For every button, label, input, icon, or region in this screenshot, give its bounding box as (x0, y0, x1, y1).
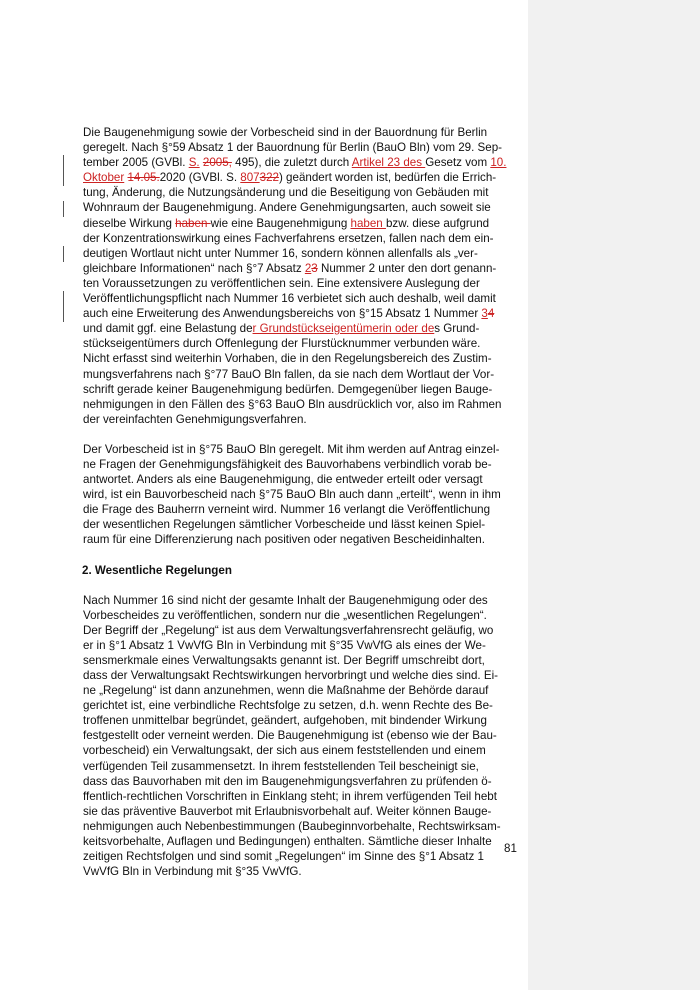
paragraph-regelungen (83, 593, 520, 880)
text-line (83, 155, 520, 170)
tracked-insertion: r Grundstückseigentümerin oder de (252, 322, 435, 336)
text-line: der wesentlichen Regelungen sämtlicher Vorbescheide und lässt keinen Spiel- (83, 518, 486, 532)
text-run: ) geändert worden ist, bedürfen die Errich- (278, 171, 497, 185)
tracked-deletion: 4 (487, 307, 495, 321)
text-line: er in §°1 Absatz 1 VwVfG Bln in Verbindung mit §°35 VwVfG als eines der We- (83, 638, 486, 652)
text-run: der vereinfachten Genehmigungsverfahren. (83, 412, 307, 426)
text-line: keitsvorbehalte, Auflagen und Bedingungen) enthalten. Sämtliche dieser Inhalte (83, 835, 492, 849)
text-line: nehmigungen auch Nebenbestimmungen (Baubeginnvorbehalte, Rechtswirksam- (83, 819, 501, 833)
text-line (83, 125, 520, 140)
text-line (83, 397, 520, 412)
text-line: antwortet. Anders als eine Baugenehmigung, die entweder erteilt oder versagt (83, 473, 483, 487)
text-line: troffenen unmittelbar begründet, geändert, aufgehoben, mit bindender Wirkung (83, 714, 487, 728)
text-line: Der Vorbescheid ist in §°75 BauO Bln geregelt. Mit ihm werden auf Antrag einzel- (83, 442, 500, 456)
text-line (83, 261, 520, 276)
text-run: wie eine Baugenehmigung (210, 216, 351, 230)
text-run: Die Baugenehmigung sowie der Vorbescheid sind in der Bauordnung für Berlin (83, 126, 488, 139)
text-run: nehmigungen in den Fällen des §°63 BauO Bln ausdrücklich vor, also im Rahmen (83, 397, 502, 411)
text-line: ne „Regelung“ ist dann anzunehmen, wenn die Maßnahme der Behörde darauf (83, 684, 489, 698)
text-line: verfügenden Teil zusammensetzt. In ihrem feststellenden Teil bescheinigt sie, (83, 759, 479, 773)
text-line: dass der Verwaltungsakt Rechtswirkungen hervorbringt und welche dies sind. Ei- (83, 669, 499, 682)
text-run: geregelt. Nach §°59 Absatz 1 der Bauordnung für Berlin (BauO Bln) vom 29. Sep- (83, 141, 503, 155)
text-line: sensmerkmale eines Verwaltungsakts genannt ist. Der Begriff umschreibt dort, (83, 653, 485, 667)
tracked-insertion: 10. (490, 156, 507, 170)
text-run: 2020 (GVBl. S. (159, 171, 241, 185)
text-line: zeitigen Rechtsfolgen und sind somit „Regelungen“ im Sinne des §°1 Absatz 1 (83, 850, 484, 864)
tracked-insertion: Artikel 23 des (351, 156, 426, 170)
text-run: bzw. diese aufgrund (385, 216, 490, 230)
paragraph-vorbescheid (83, 442, 520, 548)
tracked-insertion: 807 (240, 171, 260, 185)
text-line (83, 412, 520, 427)
text-line: Vorbescheides zu veröffentlichen, sondern nur die „wesentlichen Regelungen“. (83, 608, 487, 622)
text-line (83, 216, 520, 231)
text-run: 495), die zuletzt durch (231, 156, 352, 170)
text-line (83, 246, 520, 261)
text-run: stückseigentümers durch Offenlegung der Flurstücknummer verbunden wäre. (83, 337, 481, 351)
text-line (83, 200, 520, 215)
text-line: Nach Nummer 16 sind nicht der gesamte Inhalt der Baugenehmigung oder des (83, 593, 488, 607)
text-line (83, 382, 520, 397)
paragraph-baugenehmigung (83, 125, 520, 427)
body-text (83, 125, 520, 894)
text-run: Wohnraum der Baugenehmigung. Andere Genehmigungsarten, auch soweit sie (83, 201, 491, 215)
text-run: tung, Änderung, die Nutzungsänderung und die Beseitigung von Gebäuden mit (83, 186, 489, 200)
text-run: Nicht erfasst sind weiterhin Vorhaben, die in den Regelungsbereich des Zustim- (83, 352, 492, 366)
tracked-insertion: 3 (481, 307, 488, 321)
text-line: die Frage des Bauherrn verneint wird. Nummer 16 verlangt die Veröffentlichung (83, 503, 491, 517)
text-run: gleichbare Informationen“ nach §°7 Absatz (83, 261, 305, 275)
section-heading: 2. Wesentliche Regelungen (82, 563, 232, 577)
change-bar (63, 201, 64, 217)
text-line (83, 291, 520, 306)
text-line (83, 140, 520, 155)
text-line: wird, ist ein Bauvorbescheid nach §°75 BauO Bln auch dann „erteilt“, wenn in ihm (83, 488, 501, 502)
text-run: schrift gerade keiner Baugenehmigung bedürfen. Demgegenüber liegen Bauge- (83, 382, 493, 396)
change-bar (63, 155, 64, 186)
text-line (83, 306, 520, 321)
change-bar (63, 246, 64, 262)
text-run: mungsverfahrens nach §°77 BauO Bln fallen, da sie nach dem Wortlaut der Vor- (83, 367, 495, 381)
text-line (83, 321, 520, 336)
tracked-insertion: Oktober (83, 171, 125, 185)
tracked-deletion: 3 (311, 261, 318, 275)
text-line: dass das Bauvorhaben mit den im Baugenehmigungsverfahren zu prüfenden ö- (83, 774, 492, 788)
text-line: gerichtet ist, eine verbindliche Rechtsfolge zu setzen, d.h. wenn Rechte des Be- (83, 699, 493, 713)
text-line (83, 170, 520, 185)
text-line (83, 351, 520, 366)
page-number: 81 (504, 842, 517, 855)
text-run: deutigen Wortlaut nicht unter Nummer 16, sondern können allenfalls als „ver- (83, 246, 478, 260)
tracked-deletion: haben (175, 216, 211, 230)
text-run: Nummer 2 unter den dort genann- (317, 261, 497, 275)
text-line: ffentlich-rechtlichen Vorschriften in Einklang steht; in ihrem verfügenden Teil hebt (83, 789, 497, 803)
text-run: tember 2005 (GVBl. (83, 156, 189, 170)
tracked-insertion: S. (188, 156, 200, 170)
tracked-deletion: 322 (259, 171, 279, 185)
text-line: raum für eine Differenzierung nach positiven oder negativen Bescheidinhalten. (83, 533, 485, 547)
text-run: auch eine Erweiterung des Anwendungsbereichs von §°15 Absatz 1 Nummer (83, 307, 482, 321)
comment-margin-pane (528, 0, 700, 990)
text-line: vorbescheid) ein Verwaltungsakt, der sich aus einem feststellenden und einem (83, 744, 486, 758)
text-line (83, 336, 520, 351)
text-line: festgestellt oder verneint werden. Die Baugenehmigung ist (ebenso wie der Bau- (83, 729, 497, 743)
tracked-deletion: 14.05. (127, 171, 160, 185)
tracked-deletion: 2005, (202, 156, 232, 170)
text-line (83, 185, 520, 200)
text-run: und damit ggf. eine Belastung de (83, 322, 253, 336)
text-line: sie das präventive Bauverbot mit Erlaubnisvorbehalt auf. Weiter können Bauge- (83, 804, 492, 818)
text-line: Der Begriff der „Regelung“ ist aus dem Verwaltungsverfahrensrecht geläufig, wo (83, 623, 494, 637)
text-run: Gesetz vom (425, 156, 491, 170)
text-line: ne Fragen der Genehmigungsfähigkeit des Bauvorhabens verbindlich vorab be- (83, 457, 492, 471)
text-line (83, 276, 520, 291)
text-run: dieselbe Wirkung (83, 216, 176, 230)
change-bar (63, 291, 64, 322)
text-run: ten Voraussetzungen zu veröffentlichen sein. Eine extensivere Auslegung der (83, 276, 480, 290)
tracked-insertion: 2 (304, 261, 312, 275)
tracked-insertion: haben (350, 216, 386, 230)
text-line (83, 231, 520, 246)
text-run: Veröffentlichungspflicht nach Nummer 16 verbietet sich auch deshalb, weil damit (83, 292, 496, 306)
text-run: s Grund- (434, 322, 480, 336)
text-line (83, 367, 520, 382)
text-line: VwVfG Bln in Verbindung mit §°35 VwVfG. (83, 865, 302, 879)
text-run: der Konzentrationswirkung eines Fachverfahrens ersetzen, fallen nach dem ein- (83, 231, 494, 245)
